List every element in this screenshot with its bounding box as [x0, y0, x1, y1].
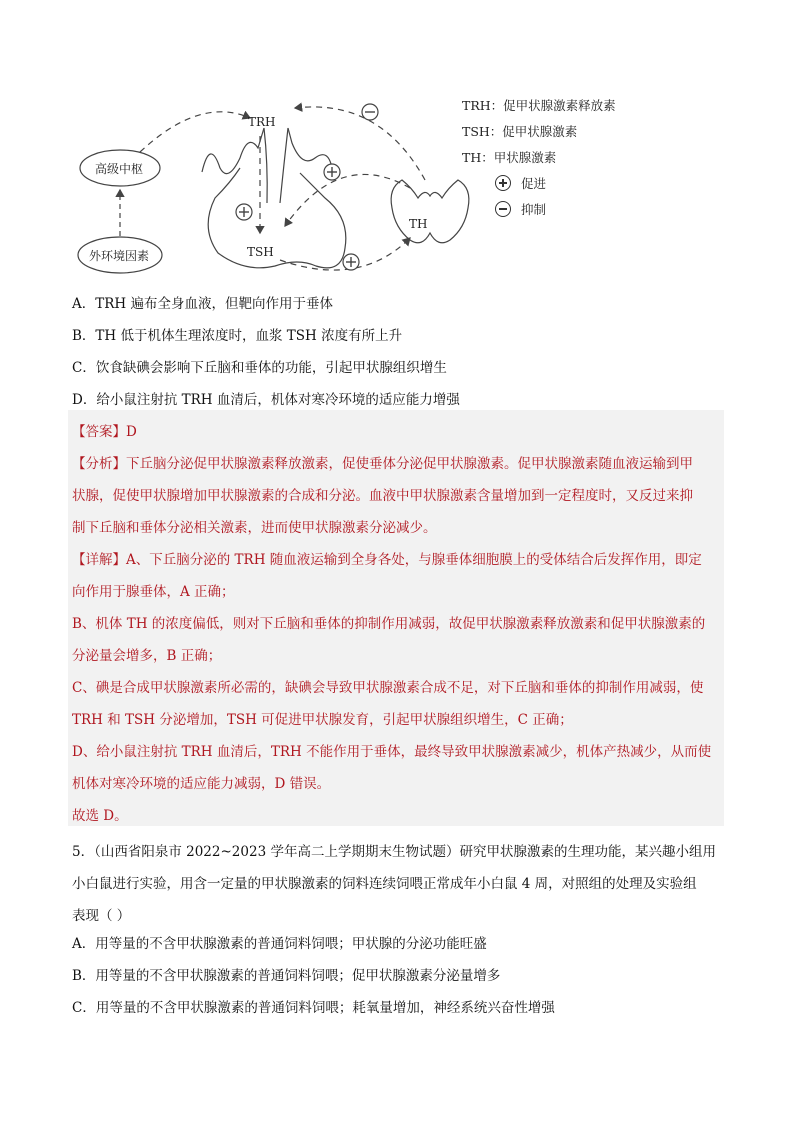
legend-text: 抑制: [521, 202, 547, 217]
legend-item: [462, 148, 616, 174]
legend-item: [462, 122, 616, 148]
q5-option-c: C．用等量的不含甲状腺激素的普通饲料饲喂；耗氧量增加，神经系统兴奋性增强: [72, 1000, 555, 1016]
q4-option-c: C．饮食缺碘会影响下丘脑和垂体的功能，引起甲状腺组织增生: [72, 360, 447, 376]
q5-option-a: A．用等量的不含甲状腺激素的普通饲料饲喂；甲状腺的分泌功能旺盛: [72, 936, 487, 952]
q4-option-a: A．TRH 遍布全身血液，但靶向作用于垂体: [72, 296, 333, 312]
legend-item: [462, 174, 616, 200]
q4-option-d: D．给小鼠注射抗 TRH 血清后，机体对寒冷环境的适应能力增强: [72, 392, 460, 408]
label-tsh: TSH: [247, 245, 274, 259]
detail-line: D、给小鼠注射抗 TRH 血清后，TRH 不能作用于垂体，最终导致甲状腺激素减少，机体产热减少，从而使: [72, 744, 712, 760]
legend-text: TSH：促甲状腺激素: [462, 124, 578, 139]
legend-text: TRH：促甲状腺激素释放素: [462, 98, 616, 113]
diagram-legend: [462, 96, 616, 226]
minus-circle-icon: [495, 201, 511, 217]
label-env: 外环境因素: [89, 249, 150, 263]
analysis-line: 【分析】下丘脑分泌促甲状腺激素释放激素，促使垂体分泌促甲状腺激素。促甲状腺激素随血液运输到甲: [72, 456, 693, 472]
detail-line: 机体对寒冷环境的适应能力减弱，D 错误。: [72, 776, 331, 792]
detail-line: TRH 和 TSH 分泌增加，TSH 可促进甲状腺发育，引起甲状腺组织增生，C 正确；: [72, 712, 573, 728]
label-th: TH: [409, 217, 428, 231]
q5-option-b: B．用等量的不含甲状腺激素的普通饲料饲喂；促甲状腺激素分泌量增多: [72, 968, 501, 984]
detail-line: B、机体 TH 的浓度偏低，则对下丘脑和垂体的抑制作用减弱，故促甲状腺激素释放激素和促甲状腺激素的: [72, 616, 706, 632]
q5-stem-line: 5．（山西省阳泉市 2022~2023 学年高二上学期期末生物试题）研究甲状腺激素的生理功能，某兴趣小组用: [72, 844, 716, 860]
answer-line: 【答案】D: [72, 424, 137, 440]
detail-line: 【详解】A、下丘脑分泌的 TRH 随血液运输到全身各处，与腺垂体细胞膜上的受体结合后发挥作用，即定: [72, 552, 702, 568]
label-trh: TRH: [248, 115, 276, 129]
legend-text: TH：甲状腺激素: [462, 150, 557, 165]
pituitary-outline: [208, 168, 346, 268]
legend-item: [462, 200, 616, 226]
q4-option-b: B．TH 低于机体生理浓度时，血浆 TSH 浓度有所上升: [72, 328, 403, 344]
legend-text: 促进: [521, 176, 547, 191]
plus-circle-icon: [495, 175, 511, 191]
q5-stem-line: 小白鼠进行实验，用含一定量的甲状腺激素的饲料连续饲喂正常成年小白鼠 4 周，对照组的处理及实验组: [72, 876, 697, 892]
detail-line: C、碘是合成甲状腺激素所必需的，缺碘会导致甲状腺激素合成不足，对下丘脑和垂体的抑制作用减弱，使: [72, 680, 704, 696]
thyroid-outline: [391, 180, 469, 243]
legend-item: [462, 96, 616, 122]
detail-line: 分泌量会增多，B 正确；: [72, 648, 222, 664]
label-center: 高级中枢: [95, 162, 144, 176]
analysis-line: 制下丘脑和垂体分泌相关激素，进而使甲状腺激素分泌减少。: [72, 520, 437, 536]
detail-line: 向作用于腺垂体，A 正确；: [72, 584, 235, 600]
conclusion-line: 故选 D。: [72, 808, 128, 824]
q5-stem-line: 表现（ ）: [72, 908, 131, 924]
analysis-line: 状腺，促使甲状腺增加甲状腺激素的合成和分泌。血液中甲状腺激素含量增加到一定程度时，又反过来抑: [72, 488, 693, 504]
